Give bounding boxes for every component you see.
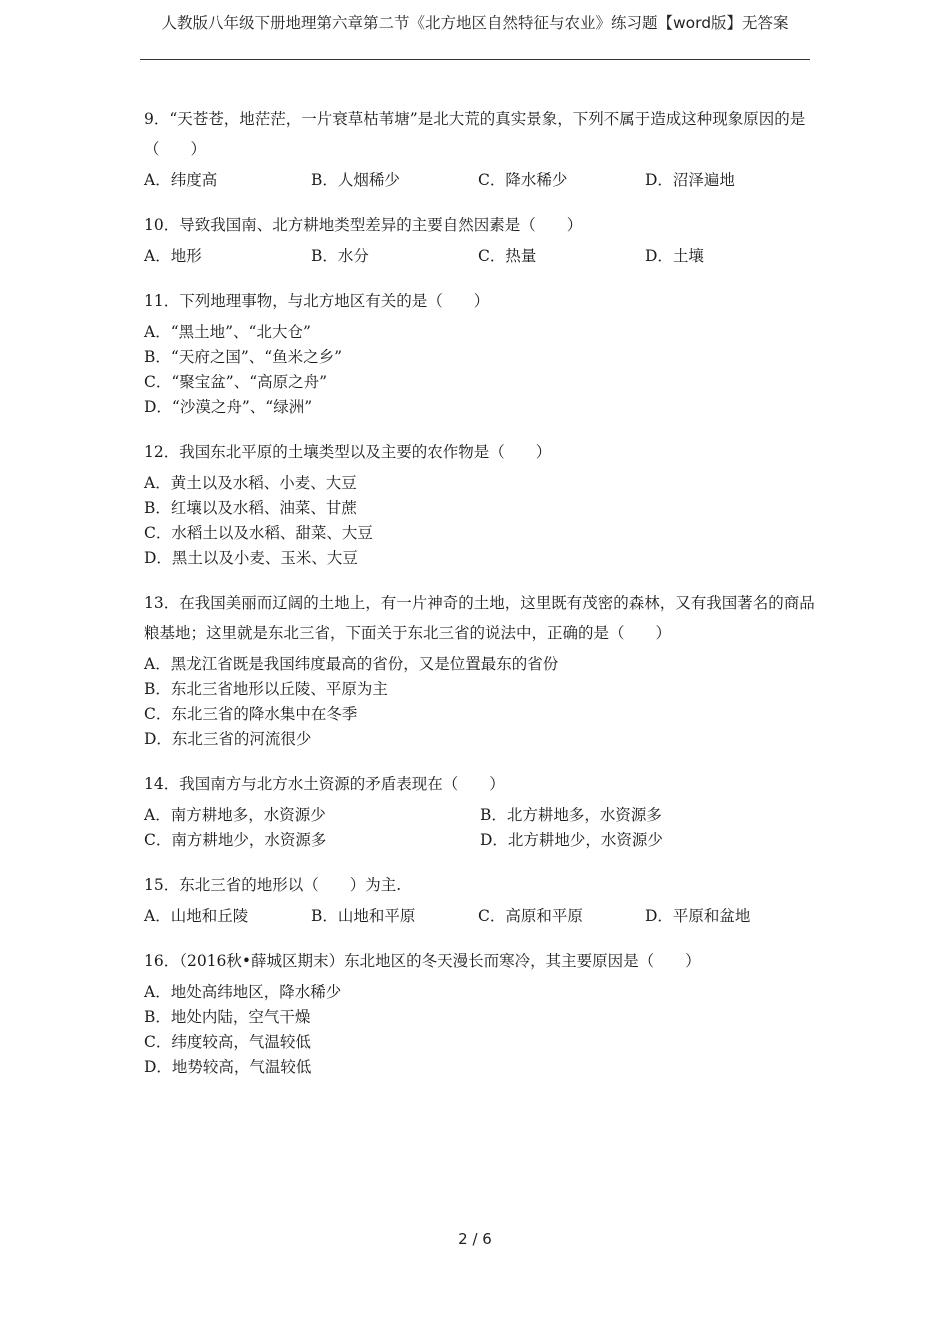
question-stem: 12．我国东北平原的土壤类型以及主要的农作物是（ ） <box>144 443 552 461</box>
options-row <box>144 904 824 929</box>
option-a: A．黄土以及水稻、小麦、大豆 <box>144 474 357 492</box>
question-15 <box>144 870 824 929</box>
question-stem: 15．东北三省的地形以（ ）为主. <box>144 876 402 894</box>
option-c: C．纬度较高，气温较低 <box>144 1033 311 1051</box>
option-a: A．山地和丘陵 <box>144 907 249 925</box>
option-b: B．红壤以及水稻、油菜、甘蔗 <box>144 499 357 517</box>
question-stem: 9．“天苍苍，地茫茫，一片衰草枯苇塘”是北大荒的真实景象，下列不属于造成这种现象原因的是（ ） <box>144 110 806 158</box>
question-10 <box>144 210 824 269</box>
option-b: B．东北三省地形以丘陵、平原为主 <box>144 680 388 698</box>
option-a: A．纬度高 <box>144 171 218 189</box>
question-stem: 13．在我国美丽而辽阔的土地上，有一片神奇的土地，这里既有茂密的森林，又有我国著名的商品粮基地；这里就是东北三省，下面关于东北三省的说法中，正确的是（ ） <box>144 594 815 642</box>
option-b: B．人烟稀少 <box>311 171 400 189</box>
question-stem: 14．我国南方与北方水土资源的矛盾表现在（ ） <box>144 775 505 793</box>
options-row <box>144 244 824 269</box>
question-9 <box>144 104 824 193</box>
option-d: D．北方耕地少，水资源少 <box>480 831 663 849</box>
option-a: A．南方耕地多，水资源少 <box>144 806 326 824</box>
option-a: A．地处高纬地区，降水稀少 <box>144 983 342 1001</box>
option-d: D．“沙漠之舟”、“绿洲” <box>144 398 313 416</box>
option-d: D．地势较高，气温较低 <box>144 1058 312 1076</box>
option-c: C．降水稀少 <box>478 171 568 189</box>
option-a: A．“黑土地”、“北大仓” <box>144 323 311 341</box>
options-row <box>144 828 824 853</box>
page-number: 2 / 6 <box>458 1230 492 1248</box>
header-divider <box>140 59 810 60</box>
question-stem: 10．导致我国南、北方耕地类型差异的主要自然因素是（ ） <box>144 216 583 234</box>
option-b: B．地处内陆，空气干燥 <box>144 1008 311 1026</box>
question-13 <box>144 588 824 752</box>
question-stem: 11．下列地理事物，与北方地区有关的是（ ） <box>144 292 490 310</box>
option-d: D．东北三省的河流很少 <box>144 730 312 748</box>
option-c: C．东北三省的降水集中在冬季 <box>144 705 358 723</box>
question-12 <box>144 437 824 571</box>
option-b: B．水分 <box>311 247 369 265</box>
option-d: D．黑土以及小麦、玉米、大豆 <box>144 549 358 567</box>
option-c: C．热量 <box>478 247 537 265</box>
options-row <box>144 803 824 828</box>
document-header-title: 人教版八年级下册地理第六章第二节《北方地区自然特征与农业》练习题【word版】无答案 <box>161 14 789 32</box>
option-a: A．地形 <box>144 247 202 265</box>
option-c: C．高原和平原 <box>478 907 583 925</box>
option-b: B．北方耕地多，水资源多 <box>480 806 662 824</box>
question-11 <box>144 286 824 420</box>
question-list <box>144 104 824 1097</box>
option-b: B．“天府之国”、“鱼米之乡” <box>144 348 343 366</box>
question-14 <box>144 769 824 853</box>
option-c: C．南方耕地少，水资源多 <box>144 831 327 849</box>
question-stem: 16．（2016秋•薛城区期末）东北地区的冬天漫长而寒冷，其主要原因是（ ） <box>144 952 701 970</box>
option-d: D．土壤 <box>645 247 704 265</box>
option-c: C．水稻土以及水稻、甜菜、大豆 <box>144 524 373 542</box>
option-b: B．山地和平原 <box>311 907 416 925</box>
options-row <box>144 168 824 193</box>
option-c: C．“聚宝盆”、“高原之舟” <box>144 373 328 391</box>
option-d: D．平原和盆地 <box>645 907 751 925</box>
option-d: D．沼泽遍地 <box>645 171 735 189</box>
question-16 <box>144 946 824 1080</box>
option-a: A．黑龙江省既是我国纬度最高的省份，又是位置最东的省份 <box>144 655 559 673</box>
